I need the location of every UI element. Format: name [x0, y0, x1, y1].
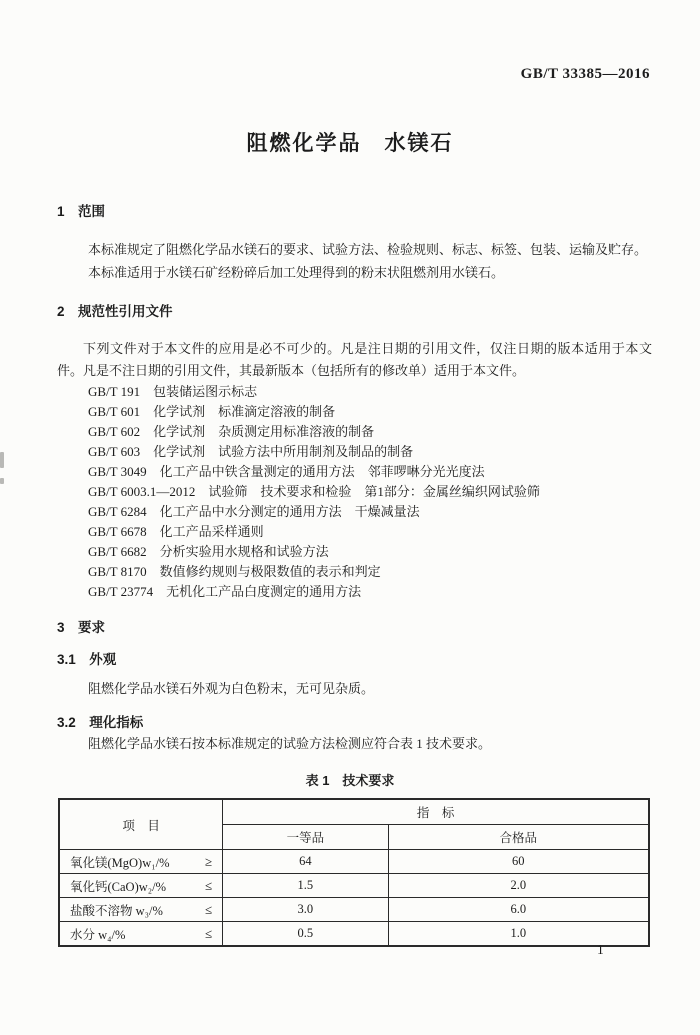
reference-item: GB/T 3049 化工产品中铁含量测定的通用方法 邻菲啰啉分光光度法 — [88, 464, 485, 479]
column-header-grade1: 一等品 — [223, 825, 388, 850]
reference-item: GB/T 23774 无机化工产品白度测定的通用方法 — [88, 584, 362, 599]
row-relation-symbol: ≥ — [205, 853, 213, 869]
scan-artifact — [0, 452, 4, 468]
row-relation-symbol: ≤ — [205, 925, 213, 941]
row-item-label: 氧化钙(CaO)w₂/% — [70, 879, 167, 894]
row-item-label: 水分 w₄/% — [70, 927, 126, 942]
reference-item: GB/T 603 化学试剂 试验方法中所用制剂及制品的制备 — [88, 444, 414, 459]
row-grade2-value: 6.0 — [388, 898, 649, 922]
reference-item: GB/T 601 化学试剂 标准滴定溶液的制备 — [88, 404, 336, 419]
row-grade2-value: 2.0 — [388, 874, 649, 898]
standard-number: GB/T 33385—2016 — [520, 66, 650, 82]
heading-normative-references: 2 规范性引用文件 — [57, 304, 173, 319]
row-grade2-value: 60 — [388, 850, 649, 874]
reference-item: GB/T 191 包装储运图示标志 — [88, 384, 258, 399]
appearance-paragraph: 阻燃化学品水镁石外观为白色粉末，无可见杂质。 — [88, 681, 375, 696]
table-row — [59, 922, 649, 947]
heading-physicochemical: 3.2 理化指标 — [57, 715, 144, 730]
row-relation-symbol: ≤ — [205, 901, 213, 917]
row-item-label: 盐酸不溶物 w₃/% — [70, 903, 163, 918]
table-row — [59, 874, 649, 898]
row-grade1-value: 1.5 — [223, 874, 388, 898]
scan-artifact — [0, 478, 4, 484]
row-relation-symbol: ≤ — [205, 877, 213, 893]
table-row — [59, 898, 649, 922]
reference-item: GB/T 602 化学试剂 杂质测定用标准溶液的制备 — [88, 424, 375, 439]
reference-item: GB/T 6682 分析实验用水规格和试验方法 — [88, 544, 329, 559]
column-header-grade2: 合格品 — [388, 825, 649, 850]
table-1-caption: 表 1 技术要求 — [305, 773, 395, 788]
column-header-item: 项 目 — [59, 799, 223, 850]
row-item-label: 氧化镁(MgO)w₁/% — [70, 855, 170, 870]
physicochemical-paragraph: 阻燃化学品水镁石按本标准规定的试验方法检测应符合表 1 技术要求。 — [88, 736, 492, 751]
column-header-indicator: 指 标 — [223, 799, 649, 825]
row-grade2-value: 1.0 — [388, 922, 649, 947]
table-1-technical-requirements — [58, 798, 650, 947]
references-intro: 下列文件对于本文件的应用是必不可少的。凡是注日期的引用文件，仅注日期的版本适用于本文件。凡是不注日期的引用文件，其最新版本（包括所有的修改单）适用于本文件。 — [57, 341, 652, 378]
reference-item: GB/T 8170 数值修约规则与极限数值的表示和判定 — [88, 564, 381, 579]
scope-paragraph-2: 本标准适用于水镁石矿经粉碎后加工处理得到的粉末状阻燃剂用水镁石。 — [88, 265, 505, 280]
heading-scope: 1 范围 — [57, 204, 106, 219]
heading-appearance: 3.1 外观 — [57, 652, 117, 667]
page-number: 1 — [597, 942, 604, 957]
row-grade1-value: 0.5 — [223, 922, 388, 947]
reference-item: GB/T 6003.1—2012 试验筛 技术要求和检验 第1部分：金属丝编织网试验筛 — [88, 484, 540, 499]
heading-requirements: 3 要求 — [57, 620, 106, 635]
row-grade1-value: 64 — [223, 850, 388, 874]
table-row — [59, 850, 649, 874]
document-title: 阻燃化学品 水镁石 — [246, 132, 454, 155]
reference-item: GB/T 6678 化工产品采样通则 — [88, 524, 264, 539]
table-header-row-1 — [59, 799, 649, 825]
reference-item: GB/T 6284 化工产品中水分测定的通用方法 干燥减量法 — [88, 504, 420, 519]
row-grade1-value: 3.0 — [223, 898, 388, 922]
scope-paragraph-1: 本标准规定了阻燃化学品水镁石的要求、试验方法、检验规则、标志、标签、包装、运输及贮存。 — [88, 242, 648, 257]
